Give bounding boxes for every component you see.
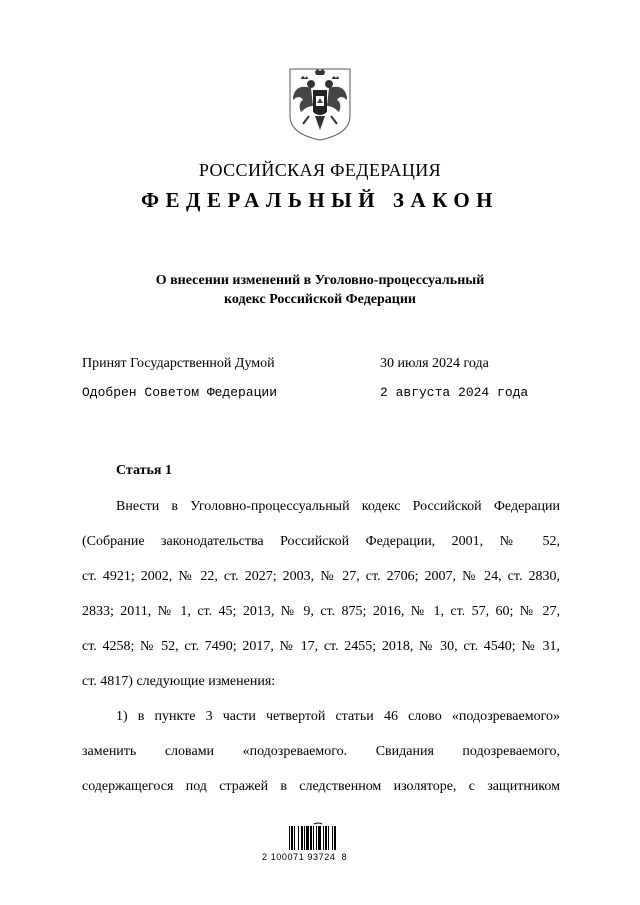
adoption-council-label: Одобрен Советом Федерации	[82, 385, 278, 400]
article-text-line: (Собрание законодательства Российской Федерации, 2001, № 52,	[82, 534, 560, 549]
article-heading: Статья 1	[116, 463, 172, 478]
coat-of-arms-icon	[287, 66, 353, 142]
document-title	[120, 271, 520, 309]
adoption-duma-date: 30 июля 2024 года	[380, 356, 489, 371]
article-text-line: ст. 4817) следующие изменения:	[82, 674, 276, 689]
article-text-line: заменить словами «подозреваемого. Свидания подозреваемого,	[82, 744, 560, 759]
adoption-duma-label: Принят Государственной Думой	[82, 356, 275, 371]
article-text-line: содержащегося под стражей в следственном изоляторе, с защитником	[82, 779, 560, 794]
document-title-line: кодекс Российской Федерации	[224, 292, 416, 307]
article-text-line: ст. 4921; 2002, № 22, ст. 2027; 2003, № 27, ст. 2706; 2007, № 24, ст. 2830,	[82, 569, 560, 584]
article-text-line: 1) в пункте 3 части четвертой статьи 46 слово «подозреваемого»	[116, 709, 560, 724]
barcode-icon	[288, 822, 356, 852]
document-title-line: О внесении изменений в Уголовно-процессуальный	[155, 273, 485, 288]
article-text-line: ст. 4258; № 52, ст. 7490; 2017, № 17, ст. 2455; 2018, № 30, ст. 4540; № 31,	[82, 639, 560, 654]
adoption-council-date: 2 августа 2024 года	[380, 385, 529, 400]
barcode-number: 2 100071 93724 8	[262, 852, 348, 862]
article-text-line: Внести в Уголовно-процессуальный кодекс Российской Федерации	[116, 499, 560, 514]
country-name: РОССИЙСКАЯ ФЕДЕРАЦИЯ	[198, 160, 442, 180]
article-text-line: 2833; 2011, № 1, ст. 45; 2013, № 9, ст. 875; 2016, № 1, ст. 57, 60; № 27,	[82, 604, 560, 619]
document-type: ФЕДЕРАЛЬНЫЙ ЗАКОН	[141, 188, 499, 212]
